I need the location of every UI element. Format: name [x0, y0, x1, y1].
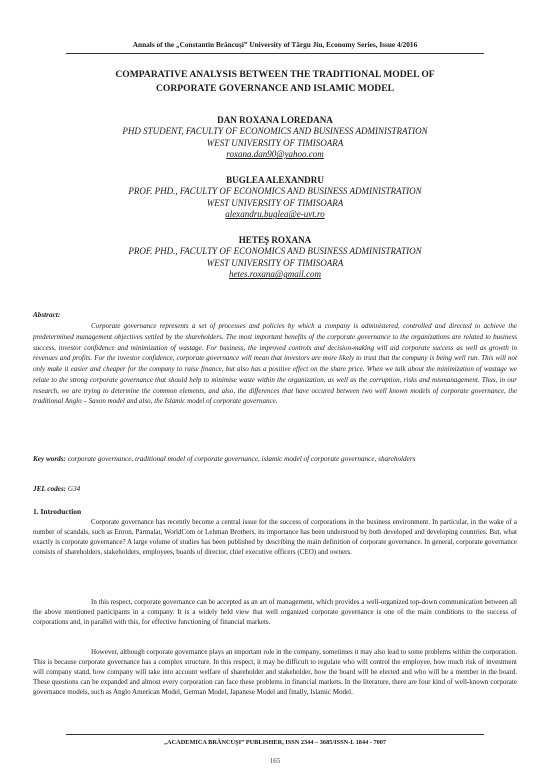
page-number: 165	[269, 758, 281, 765]
abstract-label: Abstract:	[33, 311, 61, 319]
title-line-1: COMPARATIVE ANALYSIS BETWEEN THE TRADITIONAL MODEL OF	[115, 69, 435, 80]
author-name: HETEŞ ROXANA	[238, 235, 312, 245]
author-university: WEST UNIVERSITY OF TIMISOARA	[206, 137, 344, 148]
keywords	[33, 455, 517, 465]
author-affiliation: PHD STUDENT, FACULTY OF ECONOMICS AND BUSINESS ADMINISTRATION	[122, 126, 428, 137]
author-affiliation: PROF. PHD., FACULTY OF ECONOMICS AND BUSINESS ADMINISTRATION	[128, 246, 422, 257]
author-block-2	[66, 175, 484, 221]
paper-title	[66, 68, 484, 96]
header-rule	[66, 53, 484, 54]
body-paragraph-2: In this respect, corporate governance can be accepted as an art of management, which provides a well-organized top-down communication between all the above mentioned participants in a company. It is a widely held view that well organized corporate governance is one of the main conditions to the success of corporations and, in parallel with this, for effective functioning of financial markets.	[33, 598, 517, 626]
jel-codes	[33, 484, 517, 494]
keywords-text: corporate governance, traditional model of corporate governance, islamic model of corporate governance, shareholders	[65, 455, 416, 463]
author-block-3	[66, 235, 484, 281]
author-email-link[interactable]: hetes.roxana@gmail.com	[229, 269, 321, 280]
author-block-1	[66, 115, 484, 161]
author-affiliation: PROF. PHD., FACULTY OF ECONOMICS AND BUSINESS ADMINISTRATION	[128, 186, 422, 197]
running-header: Annals of the „Constantin Brâncuşi” University of Târgu Jiu, Economy Series, Issue 4/2016	[132, 40, 418, 49]
publisher-footer: „ACADEMICA BRÂNCUŞI” PUBLISHER, ISSN 2344 – 3685/ISSN-L 1844 - 7007	[163, 739, 387, 746]
author-name: DAN ROXANA LOREDANA	[217, 115, 333, 125]
body-paragraph-1: Corporate governance has recently become a central issue for the success of corporations in the business environment. In particular, in the wake of a number of scandals, such as Enron, Parmalat, WorldCom or Lehman Brothers, its importance has been understood by both developed and developing countries. But, what exactly is corporate governance? A large volume of studies has been published by describing the main definition of corporate governance. In general, corporate governance consists of shareholders, stakeholders, employees, boards of director, chief executive officers (CEO) and owners.	[33, 518, 517, 556]
author-name: BUGLEA ALEXANDRU	[226, 175, 324, 185]
author-email-link[interactable]: alexandru.buglea@e-uvt.ro	[225, 209, 325, 220]
section-heading: 1. Introduction	[33, 507, 82, 516]
body-paragraph-3: However, although corporate governance plays an important role in the company, sometimes it may also lead to some problems within the corporation. This is because corporate governance has a complex structure. In this respect, it may be difficult to regulate who will control the employee, how much risk of investment will company stand, how company will take into account welfare of shareholder and stakeholder, how the board will be elected and who will be a member in the board. These questions can be expanded and almost every corporation can face these problems in financial markets. In the literature, there are four kind of well-known corporate governance models, such as Anglo American Model, German Model, Japanese Model and finally, Islamic Model.	[33, 648, 517, 696]
footer-rule	[66, 734, 484, 735]
title-line-2: CORPORATE GOVERNANCE AND ISLAMIC MODEL	[155, 83, 395, 94]
keywords-label: Key words:	[33, 455, 66, 463]
author-university: WEST UNIVERSITY OF TIMISOARA	[206, 197, 344, 208]
jel-text: G34	[66, 485, 81, 493]
author-email-link[interactable]: roxana.dan90@yahoo.com	[226, 149, 324, 160]
jel-label: JEL codes:	[33, 485, 67, 493]
author-university: WEST UNIVERSITY OF TIMISOARA	[206, 257, 344, 268]
abstract-text: Corporate governance represents a set of processes and policies by which a company is administered, controlled and directed to achieve the predetermined management objectives settled by the shareholders. The most important benefits of the corporate governance to the organizations are related to business success, investor confidence and minimization of wastage. For business, the improved controls and decision-making will aid corporate success as well as growth in revenues and profits. For the investor confidence, corporate governance will mean that investors are more likely to trust that the company is being well run. This will not only make it easier and cheaper for the company to raise finance, but also has a positive effect on the share price. When we talk about the minimization of wastage we relate to the strong corporate governance that should help to minimise waste within the organization, as well as the corruption, risks and mismanagement. Thus, in our research, we are trying to determine the common elements, and also, the differences that have occured between two well known models of corporate governance, the traditional Anglo – Saxon model and also, the Islamic model of corporate governance.	[33, 322, 517, 406]
